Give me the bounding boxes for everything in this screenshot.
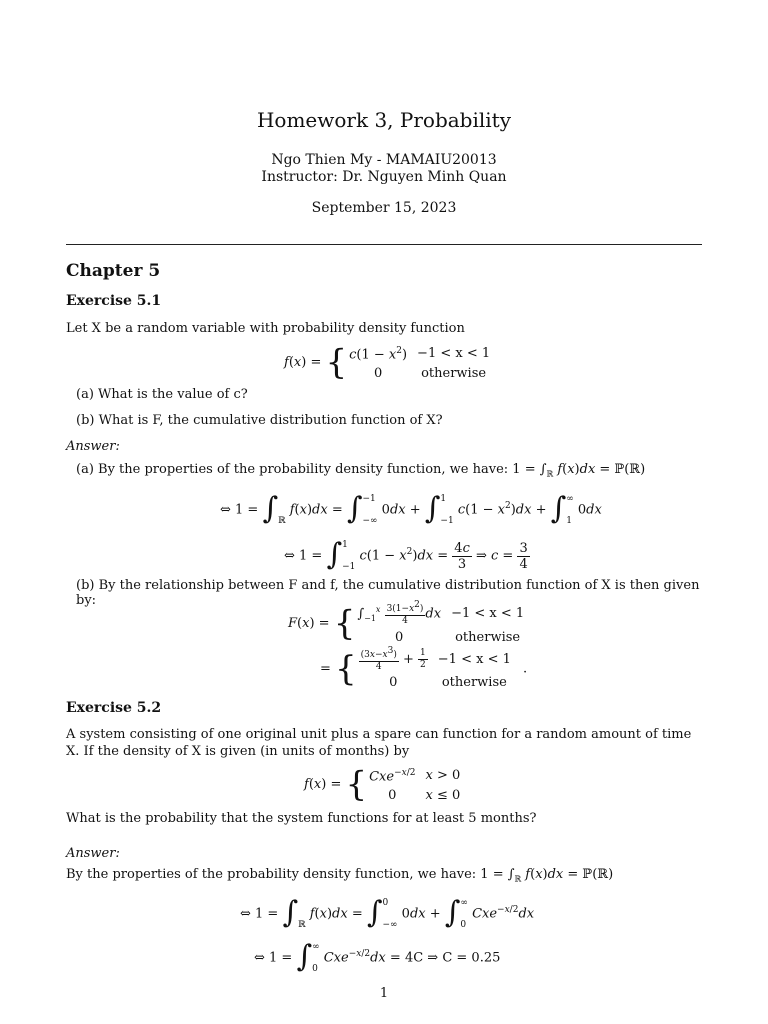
answer-lead: By the properties of the probability density function, we have: [66, 867, 477, 882]
page-number: 1 [379, 986, 389, 1001]
case-condition: −1 < x < 1 [437, 652, 511, 667]
exercise-5-1-intro: Let X be a random variable with probability density function [66, 321, 465, 336]
case-condition: −1 < x < 1 [417, 345, 491, 361]
exercise-5-1-heading: Exercise 5.1 [66, 293, 162, 309]
density-definition-eq: f(x) = { Cxe$^{-x/2}$ x > 0 0 x ≤ 0 [304, 764, 461, 805]
case-otherwise: otherwise [441, 675, 507, 690]
document-page [66, 0, 702, 1024]
title-rule [66, 244, 702, 245]
question-b: (b) What is F, the cumulative distribution function of X? [76, 413, 443, 428]
integral-split-eq-2: ⇔ 1 = ∫ ℝ f(x)dx = ∫ 0 −∞ 0dx + ∫ ∞ 0 Cxe$^{-x/2}$dx [240, 894, 535, 930]
case-condition: −1 < x < 1 [451, 606, 525, 622]
case-otherwise: otherwise [455, 629, 521, 645]
cdf-eq-2: = { $\frac{(3x-x^3)}{4}$ + $\frac{1}{2}$ −1 < x < 1 0 otherwise . [320, 646, 528, 690]
solve-C-eq: ⇔ 1 = ∫ ∞ 0 Cxe$^{-x/2}$dx = 4C ⇒ C = 0.25 [254, 938, 501, 974]
cdf-eq-1: F(x) = { $\int_{-1}^x$ $\frac{3(1-x^2)}{4}$ dx −1 < x < 1 0 otherwise [288, 600, 532, 647]
answer-a-lead: (a) By the properties of the probability density function, we have: [76, 462, 509, 477]
answer-label: Answer: [66, 439, 120, 454]
case-otherwise: otherwise [421, 366, 487, 382]
question-a: (a) What is the value of c? [76, 387, 248, 402]
answer-b-text: (b) By the relationship between F and f, the cumulative distribution function of X is then given by: [76, 578, 700, 608]
answer-label: Answer: [66, 846, 120, 861]
exercise-5-2-answer: By the properties of the probability density function, we have: $1 = \int_ℝ$ f(x)dx = ℙ(ℝ) [66, 867, 614, 884]
document-date: September 15, 2023 [311, 200, 457, 216]
integral-split-eq: ⇔ 1 = ∫ ℝ f(x)dx = ∫ −1 −∞ 0dx + ∫ 1 −1 $c(1 - x^2)dx$ + ∫ ∞ 1 0dx [220, 490, 602, 526]
solve-c-eq: ⇔ 1 = ∫ 1 −1 $c(1 - x^2)dx$ = $\frac{4c}{3}$ ⇒ c = $\frac{3}{4}$ [284, 536, 528, 572]
exercise-5-2-heading: Exercise 5.2 [66, 700, 162, 716]
document-title: Homework 3, Probability [256, 108, 512, 132]
pdf-definition-eq: f(x) = { $c(1 - x^2)$ −1 < x < 1 0 otherwise [284, 342, 498, 383]
chapter-heading: Chapter 5 [66, 261, 161, 281]
solve-C-result: 4C ⇒ C = 0.25 [404, 950, 501, 966]
exercise-5-2-question: What is the probability that the system functions for at least 5 months? [66, 811, 537, 826]
exercise-5-2-text: A system consisting of one original unit plus a spare can function for a random amount of time X. If the density of X is given (in units of months) by [66, 727, 692, 759]
author-block [66, 152, 702, 186]
instructor-line: Instructor: Dr. Nguyen Minh Quan [261, 169, 507, 185]
answer-a-text: (a) By the properties of the probability density function, we have: $1 = \int_ℝ$ f(x)dx = ℙ(ℝ) [76, 462, 646, 479]
author-line: Ngo Thien My - MAMAIU20013 [271, 152, 497, 168]
